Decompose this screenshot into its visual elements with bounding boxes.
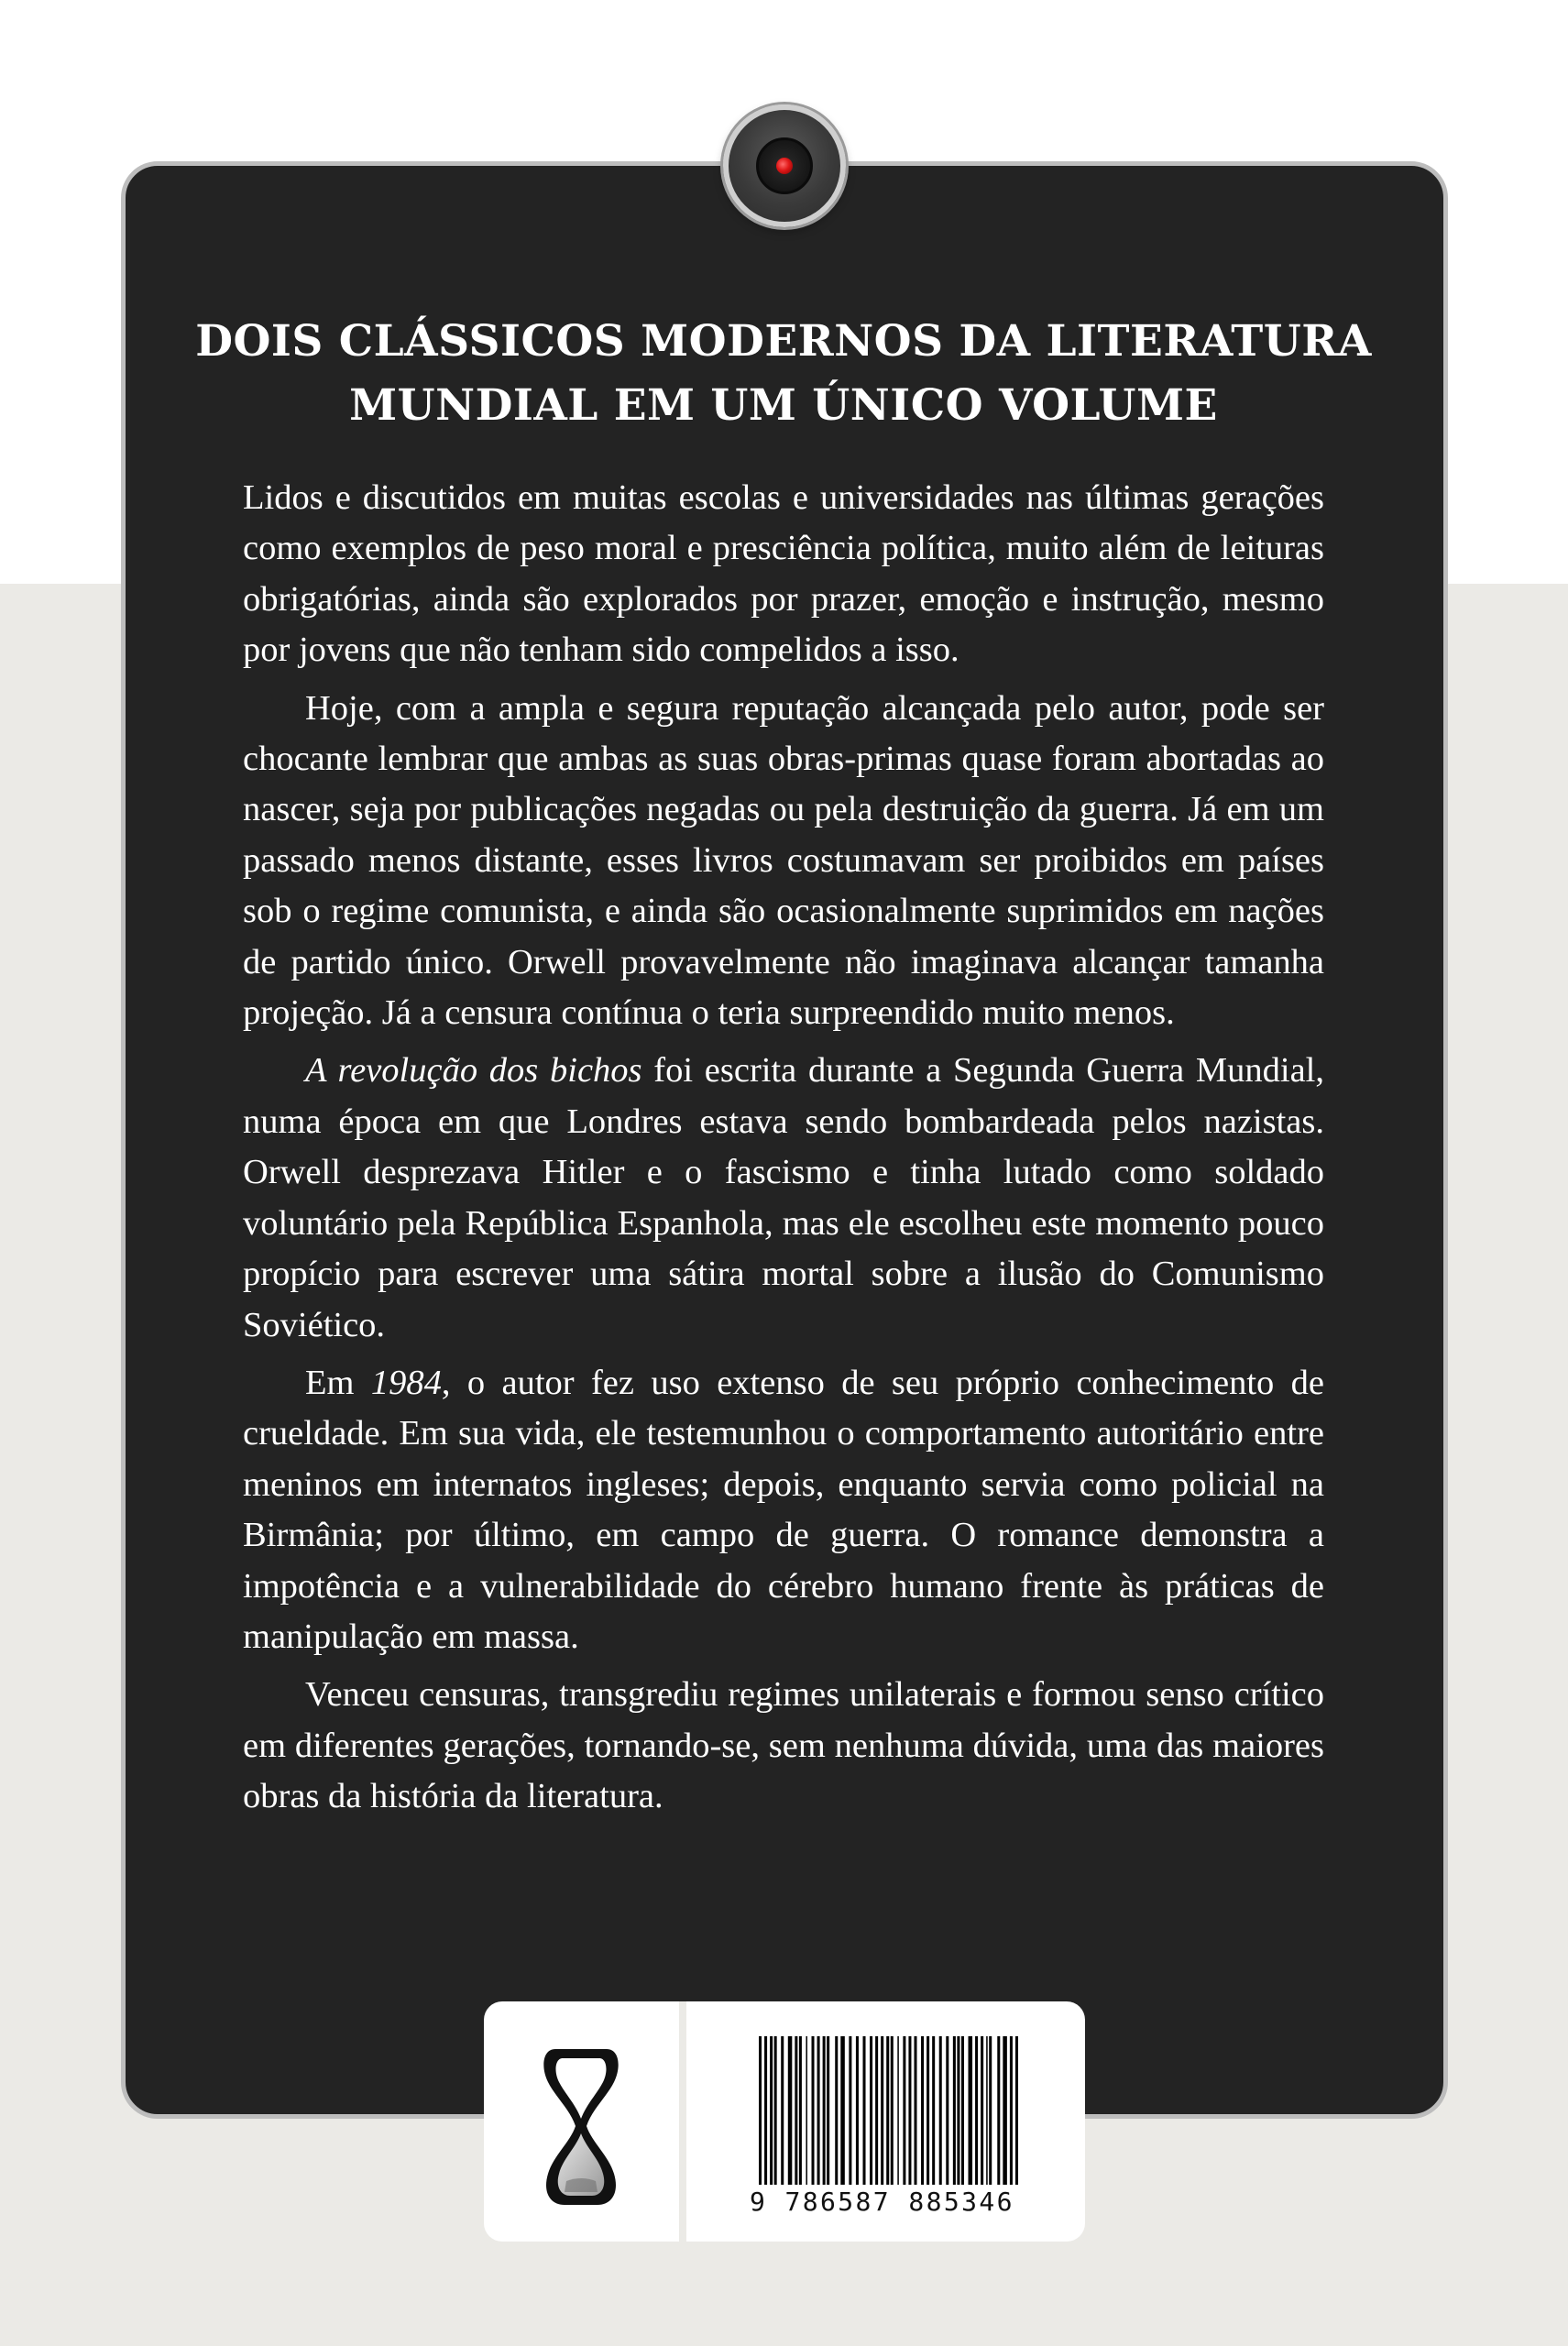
barcode-bar xyxy=(875,2036,878,2201)
hourglass-logo-icon xyxy=(539,2044,623,2209)
paragraph-4-text: , o autor fez uso extenso de seu próprio conhecimento de crueldade. Em sua vida, ele testemunhou o comportamento autoritário entre meninos em internatos ingleses; depois, enquanto servia como policial na Birmânia; por último, em campo de guerra. O romance demonstra a impotência e a vulnerabilidade do cérebro humano frente às práticas de manipulação em massa. xyxy=(243,1363,1325,1656)
barcode-bar xyxy=(1015,2036,1018,2201)
barcode-bar xyxy=(870,2036,872,2201)
barcode-icon xyxy=(759,2036,1021,2201)
barcode-bar xyxy=(781,2036,784,2201)
barcode-bar xyxy=(881,2036,883,2201)
camera-lens xyxy=(756,137,813,194)
barcode-bar xyxy=(817,2036,820,2201)
barcode-bar xyxy=(823,2036,826,2201)
barcode-bar xyxy=(953,2036,956,2201)
barcode-bar xyxy=(927,2036,929,2201)
barcode-bar xyxy=(914,2036,916,2201)
barcode-bar xyxy=(759,2036,762,2201)
barcode-bar xyxy=(968,2036,972,2201)
barcode-bar xyxy=(795,2036,797,2201)
barcode-bar xyxy=(856,2036,859,2201)
barcode-bar xyxy=(932,2036,935,2201)
barcode-bar xyxy=(1003,2036,1007,2201)
barcode-bar xyxy=(997,2036,1000,2201)
barcode-bar xyxy=(812,2036,815,2201)
synopsis-text xyxy=(243,473,1324,1830)
barcode-bar xyxy=(840,2036,845,2201)
headline-line-1: DOIS CLÁSSICOS MODERNOS DA LITERATURA xyxy=(195,316,1372,367)
barcode-bar xyxy=(770,2036,773,2201)
barcode-bar xyxy=(774,2036,777,2201)
headline xyxy=(174,310,1393,438)
paragraph-1: Lidos e discutidos em muitas escolas e universidades nas últimas gerações como exemplos de peso moral e presciência política, muito além de leituras obrigatórias, ainda são explorados por prazer, emoção e instrução, mesmo por jovens que não tenham sido compelidos a isso. xyxy=(243,478,1324,670)
webcam-icon xyxy=(723,104,846,227)
barcode-bar xyxy=(764,2036,767,2201)
barcode-bar xyxy=(849,2036,851,2201)
paragraph-3-text: foi escrita durante a Segunda Guerra Mundial, numa época em que Londres estava sendo bombardeada pelos nazistas. Orwell desprezava Hitler e o fascismo e tinha lutado como soldado voluntário pela República Espanhola, mas ele escolheu este momento pouco propício para escrever uma sátira mortal sobre a ilusão do Comunismo Soviético. xyxy=(243,1051,1324,1344)
barcode-bar xyxy=(886,2036,889,2201)
barcode-bar xyxy=(921,2036,924,2201)
barcode-bar xyxy=(799,2036,802,2201)
barcode-bar xyxy=(975,2036,978,2201)
barcode-bar xyxy=(1010,2036,1013,2201)
barcode-bar xyxy=(862,2036,865,2201)
barcode-bar xyxy=(957,2036,959,2201)
barcode-bar xyxy=(981,2036,983,2201)
book-title-animal-farm: A revolução dos bichos xyxy=(305,1051,642,1091)
paragraph-5: Venceu censuras, transgrediu regimes unilaterais e formou senso crítico em diferentes gerações, tornando-se, sem nenhuma dúvida, uma das maiores obras da história da literatura. xyxy=(243,1675,1324,1816)
isbn-number: 9 786587 885346 xyxy=(750,2185,1034,2217)
book-title-1984: 1984 xyxy=(370,1363,442,1402)
camera-red-light xyxy=(776,158,793,174)
barcode-bar xyxy=(946,2036,948,2201)
barcode-bar xyxy=(835,2036,838,2201)
barcode-bar xyxy=(788,2036,793,2201)
paragraph-3 xyxy=(243,1046,1324,1350)
barcode-bar xyxy=(827,2036,829,2201)
paragraph-4 xyxy=(243,1358,1324,1662)
barcode-bar xyxy=(989,2036,992,2201)
barcode-bar xyxy=(908,2036,911,2201)
paragraph-4-start: Em xyxy=(305,1363,371,1402)
paragraph-2: Hoje, com a ampla e segura reputação alcançada pelo autor, pode ser chocante lembrar que ambas as suas obras-primas quase foram abortadas ao nascer, seja por publicações negadas ou pela destruição da guerra. Já em um passado menos distante, esses livros costumavam ser proibidos em países sob o regime comunista, e ainda são ocasionalmente suprimidos em nações de partido único. Orwell provavelmente não imaginava alcançar tamanha projeção. Já a censura contínua o teria surpreendido muito menos. xyxy=(243,688,1324,1033)
barcode-bar xyxy=(903,2036,905,2201)
barcode-bar xyxy=(891,2036,894,2201)
box-divider xyxy=(679,2001,686,2242)
barcode-bar xyxy=(897,2036,899,2201)
barcode-bar xyxy=(806,2036,807,2201)
barcode-bar xyxy=(986,2036,988,2201)
barcode-bar xyxy=(939,2036,942,2201)
barcode-box xyxy=(484,2001,1085,2242)
headline-line-2: MUNDIAL EM UM ÚNICO VOLUME xyxy=(349,380,1218,431)
barcode-bar xyxy=(961,2036,964,2201)
